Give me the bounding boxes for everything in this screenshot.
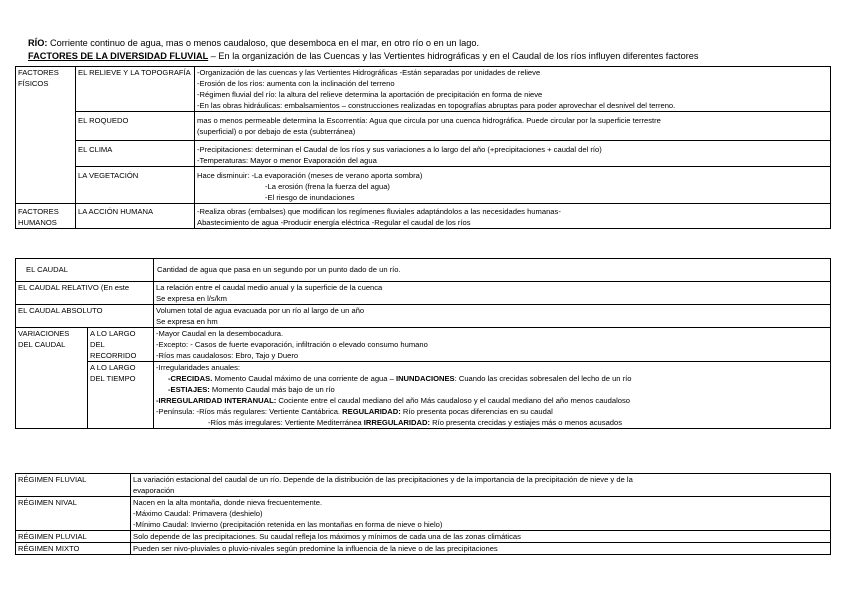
table-row bbox=[16, 112, 831, 141]
table-row bbox=[16, 543, 831, 555]
irregularidad-text: Cociente entre el caudal mediano del año Más caudaloso y el caudal mediano del año menos caudaloso bbox=[276, 396, 631, 405]
table-row bbox=[16, 328, 831, 362]
fluvial-line: La variación estacional del caudal de un río. Depende de la distribución de las precipitaciones y de la importancia de la precipitación de nieve y de la bbox=[133, 475, 633, 484]
clima-line: -Precipitaciones: determinan el Caudal de los ríos y sus variaciones a lo largo del año (+precipitaciones + caudal del río) bbox=[197, 145, 602, 154]
recorrido-content bbox=[154, 328, 831, 362]
relieve-line: -Régimen fluvial del río: la altura del relieve determina la aportación de precipitación en forma de nieve bbox=[197, 90, 543, 99]
variaciones-label: VARIACIONES DEL CAUDAL bbox=[16, 328, 88, 429]
factores-label: FACTORES DE LA DIVERSIDAD FLUVIAL bbox=[28, 51, 209, 61]
factores-heading bbox=[28, 51, 698, 61]
regimen-nival-label: RÉGIMEN NIVAL bbox=[16, 497, 131, 531]
table-row bbox=[16, 305, 831, 328]
peninsula-line bbox=[156, 406, 828, 417]
crecidas-line bbox=[156, 373, 828, 384]
caudal-absoluto-label: EL CAUDAL ABSOLUTO bbox=[16, 305, 154, 328]
irregularidad-line bbox=[156, 395, 828, 406]
factores-humanos-label: FACTORES HUMANOS bbox=[16, 204, 76, 229]
regularidad-text: Río presenta pocas diferencias en su caudal bbox=[400, 407, 553, 416]
estiajes-text: Momento Caudal más bajo de un río bbox=[209, 385, 335, 394]
relieve-label: EL RELIEVE Y LA TOPOGRAFÍA bbox=[76, 67, 195, 112]
relieve-line: -En las obras hidráulicas: embalsamientos – construcciones realizadas en topografías abruptas para poder aprovechar el desnivel del terreno. bbox=[197, 101, 676, 110]
regimen-fluvial-content bbox=[131, 474, 831, 497]
crecidas-text: Momento Caudal máximo de una corriente de agua – bbox=[212, 374, 396, 383]
table-row bbox=[16, 67, 831, 112]
vegetacion-label: LA VEGETACIÓN bbox=[76, 167, 195, 204]
relieve-line: -Erosión de los ríos: aumenta con la inclinación del terreno bbox=[197, 79, 395, 88]
table-row bbox=[16, 141, 831, 167]
accion-label: LA ACCIÓN HUMANA bbox=[76, 204, 195, 229]
irregularidad-label: -IRREGULARIDAD INTERANUAL: bbox=[156, 396, 277, 405]
table-row bbox=[16, 531, 831, 543]
regimen-table bbox=[15, 473, 831, 555]
tiempo-label: A LO LARGO DEL TIEMPO bbox=[88, 362, 154, 429]
accion-line: -Realiza obras (embalses) que modifican los regímenes fluviales adaptándolos a las necesidades humanas- bbox=[197, 207, 561, 216]
regimen-nival-content bbox=[131, 497, 831, 531]
accion-content bbox=[195, 204, 831, 229]
clima-content bbox=[195, 141, 831, 167]
caudal-detail-table bbox=[15, 281, 831, 429]
clima-label: EL CLIMA bbox=[76, 141, 195, 167]
rio-label: RÍO: bbox=[28, 38, 48, 48]
roquedo-label: EL ROQUEDO bbox=[76, 112, 195, 141]
recorrido-line: -Ríos mas caudalosos: Ebro, Tajo y Duero bbox=[156, 351, 299, 360]
irregularidad2-text: Río presenta crecidas y estiajes más o menos acusados bbox=[430, 418, 623, 427]
relieve-line: -Organización de las cuencas y las Vertientes Hidrográficas -Están separadas por unidades de relieve bbox=[197, 68, 541, 77]
inundaciones-text: : Cuando las crecidas sobresalen del lecho de un río bbox=[454, 374, 632, 383]
relativo-line: Se expresa en l/s/km bbox=[156, 294, 227, 303]
regimen-fluvial-label: RÉGIMEN FLUVIAL bbox=[16, 474, 131, 497]
caudal-absoluto-content bbox=[154, 305, 831, 328]
nival-line: -Máximo Caudal: Primavera (deshielo) bbox=[133, 509, 263, 518]
table-row bbox=[16, 362, 831, 429]
roquedo-content bbox=[195, 112, 831, 141]
vegetacion-line: Hace disminuir: -La evaporación (meses de verano aporta sombra) bbox=[197, 171, 423, 180]
regularidad-label: REGULARIDAD: bbox=[342, 407, 401, 416]
inundaciones-label: INUNDACIONES bbox=[395, 374, 455, 383]
estiajes-line bbox=[156, 384, 828, 395]
factores-fisicos-label: FACTORES FÍSICOS bbox=[16, 67, 76, 204]
nival-line: -Mínimo Caudal: Invierno (precipitación retenida en las montañas en forma de nieve o hielo) bbox=[133, 520, 443, 529]
relieve-content bbox=[195, 67, 831, 112]
clima-line: -Temperaturas: Mayor o menor Evaporación del agua bbox=[197, 156, 377, 165]
irregularidad2-label: IRREGULARIDAD: bbox=[363, 418, 430, 427]
table-row bbox=[16, 259, 831, 282]
roquedo-line: (superficial) o por debajo de esta (subterránea) bbox=[197, 127, 356, 136]
tiempo-content bbox=[154, 362, 831, 429]
table-row bbox=[16, 497, 831, 531]
absoluto-line: Se expresa en hm bbox=[156, 317, 218, 326]
vegetacion-line: -La erosión (frena la fuerza del agua) bbox=[265, 182, 390, 191]
factores-text: – En la organización de las Cuencas y las Vertientes hidrográficas y en el Caudal de los ríos influyen diferentes factores bbox=[210, 51, 699, 61]
caudal-table bbox=[15, 258, 831, 282]
factores-table bbox=[15, 66, 831, 229]
peninsula-text: -Península: -Ríos más regulares: Vertiente Cantábrica. bbox=[156, 407, 343, 416]
caudal-text: Cantidad de agua que pasa en un segundo por un punto dado de un río. bbox=[154, 259, 831, 282]
crecidas-label: -CRECIDAS. bbox=[168, 374, 213, 383]
irregulares-line bbox=[156, 417, 828, 428]
caudal-relativo-content bbox=[154, 282, 831, 305]
relativo-line: La relación entre el caudal medio anual y la superficie de la cuenca bbox=[156, 283, 383, 292]
table-row bbox=[16, 282, 831, 305]
accion-line: Abastecimiento de agua -Producir energía eléctrica -Regular el caudal de los ríos bbox=[197, 218, 471, 227]
recorrido-line: -Excepto: - Casos de fuerte evaporación, infiltración o elevado consumo humano bbox=[156, 340, 428, 349]
caudal-relativo-label: EL CAUDAL RELATIVO (En este bbox=[16, 282, 154, 305]
absoluto-line: Volumen total de agua evacuada por un río al largo de un año bbox=[156, 306, 365, 315]
vegetacion-content bbox=[195, 167, 831, 204]
rio-text: Corriente continuo de agua, mas o menos caudaloso, que desemboca en el mar, en otro río o en un lago. bbox=[49, 38, 479, 48]
vegetacion-line: -El riesgo de inundaciones bbox=[265, 193, 355, 202]
irregulares-text: -Ríos más irregulares: Vertiente Mediterránea bbox=[208, 418, 364, 427]
caudal-label: EL CAUDAL bbox=[16, 259, 154, 282]
roquedo-line: mas o menos permeable determina la Escorrentía: Agua que circula por una cuenca hidrográfica. Puede circular por la superficie terrestre bbox=[197, 116, 661, 125]
rio-definition bbox=[28, 38, 479, 48]
recorrido-label: A LO LARGO DEL RECORRIDO bbox=[88, 328, 154, 362]
regimen-mixto-content: Pueden ser nivo-pluviales o pluvio-nivales según predomine la influencia de la nieve o de las precipitaciones bbox=[131, 543, 831, 555]
regimen-mixto-label: RÉGIMEN MIXTO bbox=[16, 543, 131, 555]
regimen-pluvial-content: Solo depende de las precipitaciones. Su caudal refleja los máximos y mínimos de cada una de las zonas climáticas bbox=[131, 531, 831, 543]
table-row bbox=[16, 167, 831, 204]
estiajes-label: -ESTIAJES: bbox=[168, 385, 210, 394]
fluvial-line: evaporación bbox=[133, 486, 175, 495]
regimen-pluvial-label: RÉGIMEN PLUVIAL bbox=[16, 531, 131, 543]
recorrido-line: -Mayor Caudal en la desembocadura. bbox=[156, 329, 284, 338]
nival-line: Nacen en la alta montaña, donde nieva frecuentemente. bbox=[133, 498, 323, 507]
tiempo-line: -Irregularidades anuales: bbox=[156, 363, 241, 372]
table-row bbox=[16, 204, 831, 229]
table-row bbox=[16, 474, 831, 497]
